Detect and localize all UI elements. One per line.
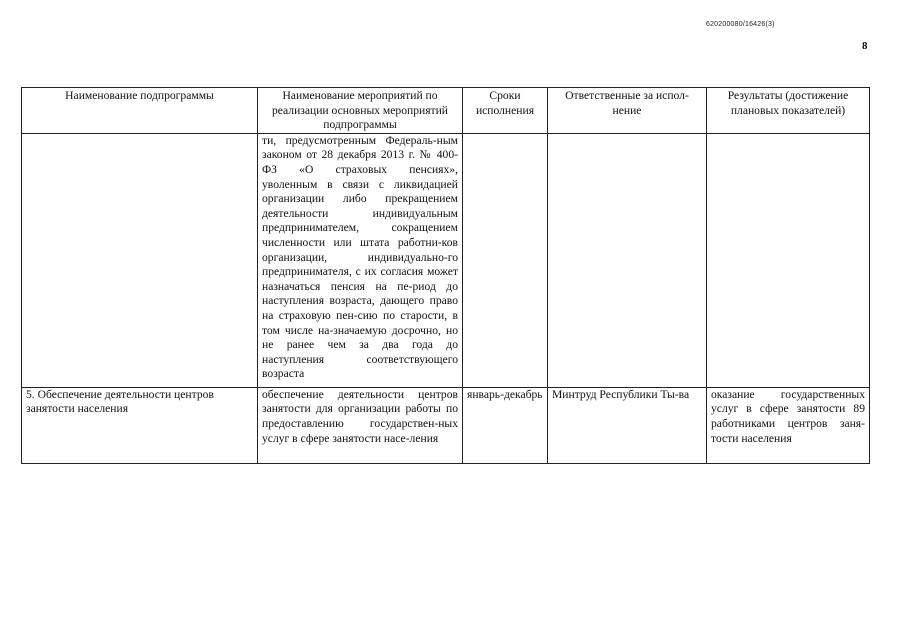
cell-activity: ти, предусмотренным Федераль-ным законом от 28 декабря 2013 г. № 400-ФЗ «О страховых пенсиях», уволенным в связи с ликвидацией организации либо прекращением деятельности индивидуальным предпринимателем, сокращением численности или штата работни-ков организации, индивидуально-го предпринимателя, с их согласия может назначаться пенсия на пе-риод до наступления возраста, дающего право на страховую пен-сию по старости, в том числе на-значаемую досрочно, но не ранее чем за два года до наступления соответствующего возраста <box>258 133 463 387</box>
cell-responsible <box>548 133 707 387</box>
cell-responsible: Минтруд Республики Ты-ва <box>548 387 707 463</box>
program-table <box>21 87 870 464</box>
header-result: Результаты (достижение плановых показателей) <box>707 88 870 134</box>
page-number: 8 <box>862 40 868 52</box>
table-row <box>22 133 870 387</box>
table-row <box>22 387 870 463</box>
header-activity: Наименование мероприятий по реализации основных мероприятий подпрограммы <box>258 88 463 134</box>
cell-term: январь-декабрь <box>463 387 548 463</box>
table-header-row <box>22 88 870 134</box>
cell-activity: обеспечение деятельности центров занятости для организации работы по предоставлению государствен-ных услуг в сфере занятости насе-ления <box>258 387 463 463</box>
header-subprogram: Наименование подпрограммы <box>22 88 258 134</box>
cell-term <box>463 133 548 387</box>
cell-subprogram: 5. Обеспечение деятельности центров занятости населения <box>22 387 258 463</box>
document-code: 620200080/16426(3) <box>706 21 775 28</box>
header-term: Сроки исполнения <box>463 88 548 134</box>
cell-result: оказание государственных услуг в сфере занятости 89 работниками центров заня-тости населения <box>707 387 870 463</box>
cell-result <box>707 133 870 387</box>
cell-subprogram <box>22 133 258 387</box>
header-responsible: Ответственные за испол-нение <box>548 88 707 134</box>
